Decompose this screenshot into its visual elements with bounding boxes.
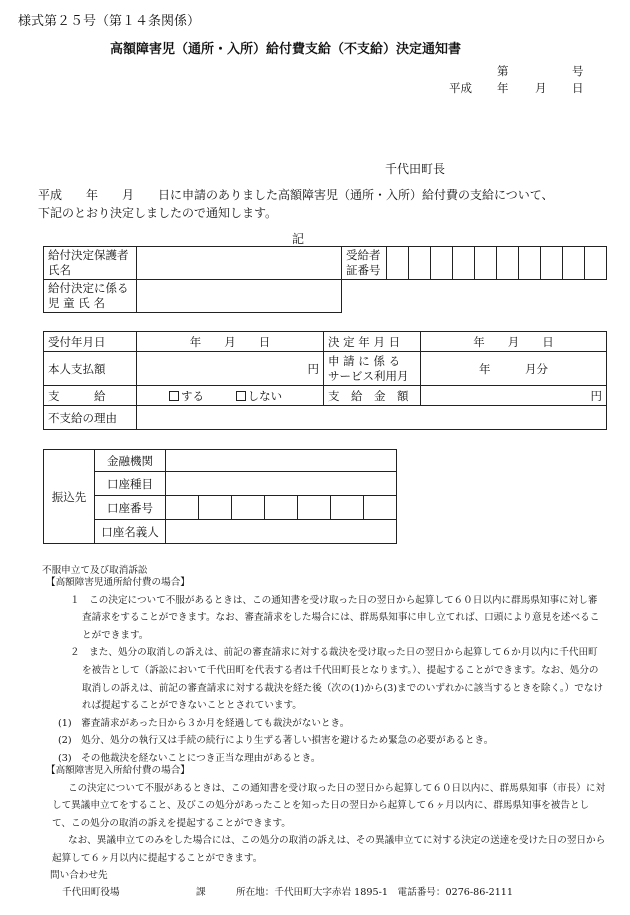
recipient-no-label: 受給者 証番号 [342,247,387,280]
s2-paragraph-1: この決定について不服があるときは、この通知書を受け取った日の翌日から起算して６０日以内に、群馬県知事（市長）に対して異議申立てをすること、及びこの処分があったことを知った日の翌日から起算して６ヶ月以内に、群馬県知事を被告として、この処分の取消の訴えを提起することができます。 [52,782,606,829]
contact-address: 所在地：千代田町大字赤岩 1895-1 電話番号：0276-86-2111 [236,887,514,898]
pay-no-option[interactable]: しない [236,389,283,403]
intro-line1: 平成 年 月 日に申請のありました高額障害児（通所・入所）給付費の支給について、 [38,188,554,202]
acct-name-label: 口座名義人 [95,520,166,544]
section1-title: 【高額障害児通所給付費の場合】 [46,577,190,588]
acct-digit[interactable] [331,496,364,520]
ki-heading: 記 [292,232,305,246]
self-pay-label: 本人支払額 [44,352,137,386]
decision-date-value[interactable]: 年 月 日 [421,332,607,352]
pay-yes-option[interactable]: する [169,389,204,403]
recipient-digit[interactable] [519,247,541,280]
table-recipient [43,246,607,313]
acct-type-label: 口座種目 [95,472,166,496]
page-title: 高額障害児（通所・入所）給付費支給（不支給）決定通知書 [110,42,462,57]
table-transfer [43,449,397,544]
reason-field[interactable] [137,406,607,430]
notes-section-1 [46,574,606,768]
guardian-label: 給付決定保護者 氏名 [44,247,137,280]
date-day: 日 [572,81,584,95]
contact-heading: 問い合わせ先 [50,870,108,881]
recipient-digit[interactable] [585,247,607,280]
recipient-digit[interactable] [563,247,585,280]
doc-no-go: 号 [572,64,584,78]
recipient-digit[interactable] [541,247,563,280]
acct-digit[interactable] [364,496,397,520]
contact-office: 千代田町役場 [62,887,120,898]
recipient-digit[interactable] [497,247,519,280]
notes-section-2 [46,762,606,868]
checkbox-yes[interactable] [169,391,179,401]
s1-item-2: (2) 処分、処分の執行又は手続の続行により生ずる著しい損害を避けるため緊急の必要があるとき。 [58,735,494,747]
form-id: 様式第２５号（第１４条関係） [18,14,201,29]
intro-line2: 下記のとおり決定しましたので通知します。 [38,206,278,220]
amount-label: 支 給 金 額 [324,386,421,406]
acct-digit[interactable] [166,496,199,520]
yen-unit: 円 [590,388,602,403]
child-name-label: 給付決定に係る 児 童 氏 名 [44,280,137,313]
acct-digit[interactable] [232,496,265,520]
amount-field[interactable] [421,386,607,406]
reason-label: 不支給の理由 [44,406,137,430]
received-date-value[interactable]: 年 月 日 [137,332,324,352]
checkbox-no[interactable] [236,391,246,401]
recipient-digit[interactable] [409,247,431,280]
s2-paragraph-2: なお、異議申立てのみをした場合には、この処分の取消の訴えは、その異議申立てに対する決定の送達を受けた日の翌日から起算して６ヶ月以内に提起することができます。 [52,835,606,864]
guardian-name-field[interactable] [137,247,342,280]
recipient-digit[interactable] [453,247,475,280]
s1-paragraph-1: １ この決定について不服があるときは、この通知書を受け取った日の翌日から起算して６０日以内に群馬県知事に対し審査請求をすることができます。なお、審査請求をした場合には、群馬県知事に申し立てれば、口頭により意見を述べることができます。 [70,594,600,641]
yen-unit: 円 [307,361,319,376]
payment-options [137,386,324,406]
recipient-digit[interactable] [431,247,453,280]
recipient-digit[interactable] [475,247,497,280]
child-name-field[interactable] [137,280,342,313]
acct-name-field[interactable] [166,520,397,544]
doc-no-dai: 第 [497,64,509,78]
acct-digit[interactable] [199,496,232,520]
acct-no-label: 口座番号 [95,496,166,520]
table-decision [43,331,607,430]
contact-ka: 課 [196,887,206,898]
self-pay-field[interactable] [137,352,324,386]
acct-digit[interactable] [298,496,331,520]
date-era: 平成 [449,81,472,95]
payment-label: 支 給 [44,386,137,406]
date-year: 年 [497,81,509,95]
recipient-digit[interactable] [387,247,409,280]
s1-item-1: (1) 審査請求があった日から３か月を経過しても裁決がないとき。 [58,717,350,729]
service-month-value[interactable]: 年 月分 [421,352,607,386]
section2-title: 【高額障害児入所給付費の場合】 [46,765,190,776]
bank-label: 金融機関 [95,450,166,472]
service-month-label: 申 請 に 係 る サービス利用月 [324,352,421,386]
s1-paragraph-2: ２ また、処分の取消しの訴えは、前記の審査請求に対する裁決を受け取った日の翌日から起算して６か月以内に千代田町を被告として（訴訟において千代田町を代表する者は千代田町長となります。）、提起することができます。なお、処分の取消しの訴えは、前記の審査請求に対する裁決を経た後（次の(1)から(3)までのいずれかに該当するときを除く。）でなければ提起することができないこととされています。 [70,647,604,712]
s1-item-3: (3) その他裁決を経ないことにつき正当な理由があるとき。 [58,752,321,764]
transfer-label: 振込先 [44,450,95,544]
decision-date-label: 決 定 年 月 日 [324,332,421,352]
acct-digit[interactable] [265,496,298,520]
notes-heading: 不服申立て及び取消訴訟 [42,565,148,576]
issuer: 千代田町長 [385,162,446,176]
bank-field[interactable] [166,450,397,472]
acct-type-field[interactable] [166,472,397,496]
date-month: 月 [535,81,547,95]
received-date-label: 受付年月日 [44,332,137,352]
